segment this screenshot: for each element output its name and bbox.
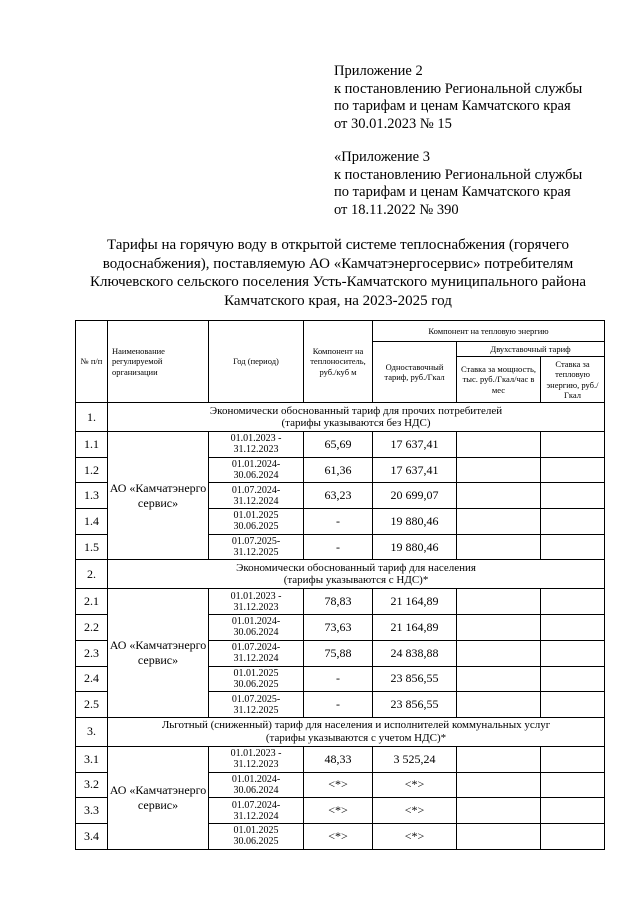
period-cell bbox=[209, 615, 304, 641]
period-to: 30.06.2024 bbox=[233, 627, 279, 639]
period-from: 01.07.2024- bbox=[231, 484, 281, 496]
period-to: 31.12.2025 bbox=[233, 547, 279, 559]
row-number: 1.2 bbox=[76, 457, 108, 483]
period-to: 31.12.2024 bbox=[233, 653, 279, 665]
capacity-rate-value bbox=[457, 666, 541, 692]
energy-rate-value bbox=[541, 457, 605, 483]
period-to: 30.06.2025 bbox=[233, 678, 279, 690]
water-component-value: 75,88 bbox=[304, 640, 373, 666]
section-title-line: Льготный (сниженный) тариф для населения и исполнителей коммунальных услуг bbox=[161, 719, 551, 732]
period-to: 31.12.2024 bbox=[233, 810, 279, 822]
energy-rate-value bbox=[541, 432, 605, 458]
section-title-line: (тарифы указываются с НДС)* bbox=[283, 574, 429, 587]
period-from: 01.01.2023 - bbox=[230, 433, 282, 445]
energy-rate-value bbox=[541, 823, 605, 849]
period-to: 30.06.2025 bbox=[233, 521, 279, 533]
capacity-rate-value bbox=[457, 615, 541, 641]
period-from: 01.01.2025 bbox=[233, 667, 279, 679]
single-rate-value: 23 856,55 bbox=[373, 666, 457, 692]
energy-rate-value bbox=[541, 640, 605, 666]
section-title bbox=[108, 560, 605, 589]
capacity-rate-value bbox=[457, 640, 541, 666]
appendix-block-2 bbox=[334, 149, 634, 219]
water-component-value: - bbox=[304, 666, 373, 692]
row-number: 2.4 bbox=[76, 666, 108, 692]
period-cell bbox=[209, 457, 304, 483]
period-cell bbox=[209, 798, 304, 824]
capacity-rate-value bbox=[457, 457, 541, 483]
single-rate-value: 17 637,41 bbox=[373, 432, 457, 458]
single-rate-value: 23 856,55 bbox=[373, 692, 457, 718]
section-title bbox=[108, 403, 605, 432]
period-to: 31.12.2023 bbox=[233, 444, 279, 456]
header-num: № п/п bbox=[76, 321, 108, 403]
appendix-line: к постановлению Региональной службы bbox=[334, 166, 583, 183]
single-rate-value: 24 838,88 bbox=[373, 640, 457, 666]
row-number: 1.3 bbox=[76, 483, 108, 509]
capacity-rate-value bbox=[457, 746, 541, 772]
energy-rate-value bbox=[541, 666, 605, 692]
period-from: 01.01.2024- bbox=[231, 616, 281, 628]
organization-name: АО «Камчатэнергосервис» bbox=[108, 589, 209, 717]
single-rate-value: <*> bbox=[373, 798, 457, 824]
appendix-line: от 30.01.2023 № 15 bbox=[334, 115, 452, 132]
single-rate-value: 3 525,24 bbox=[373, 746, 457, 772]
water-component-value: 48,33 bbox=[304, 746, 373, 772]
header-org: Наименование регулируемой организации bbox=[108, 321, 209, 403]
section-title bbox=[108, 717, 605, 746]
water-component-value: <*> bbox=[304, 823, 373, 849]
period-cell bbox=[209, 772, 304, 798]
row-number: 3.3 bbox=[76, 798, 108, 824]
period-cell bbox=[209, 666, 304, 692]
row-number: 3.2 bbox=[76, 772, 108, 798]
energy-rate-value bbox=[541, 534, 605, 560]
document-title: Тарифы на горячую воду в открытой системе теплоснабжения (горячего водоснабжения), поставляемую АО «Камчатэнергосервис» потребителям Ключевского сельского поселения Усть-Камчатского муниципального района Камчатского края, на 2023-2025 год bbox=[89, 237, 587, 309]
period-cell bbox=[209, 640, 304, 666]
section-title-line: Экономически обоснованный тариф для населения bbox=[236, 561, 476, 574]
appendix-line: по тарифам и ценам Камчатского края bbox=[334, 184, 571, 200]
water-component-value: <*> bbox=[304, 772, 373, 798]
period-to: 30.06.2025 bbox=[233, 836, 279, 848]
period-cell bbox=[209, 483, 304, 509]
period-cell bbox=[209, 534, 304, 560]
row-number: 2.1 bbox=[76, 589, 108, 615]
energy-rate-value bbox=[541, 798, 605, 824]
period-from: 01.07.2024- bbox=[231, 799, 281, 811]
period-to: 31.12.2023 bbox=[233, 601, 279, 613]
header-period: Год (период) bbox=[209, 321, 304, 403]
period-cell bbox=[209, 432, 304, 458]
period-cell bbox=[209, 589, 304, 615]
capacity-rate-value bbox=[457, 509, 541, 535]
period-from: 01.07.2025- bbox=[231, 693, 281, 705]
appendix-line: от 18.11.2022 № 390 bbox=[334, 201, 459, 218]
single-rate-value: 21 164,89 bbox=[373, 615, 457, 641]
single-rate-value: 19 880,46 bbox=[373, 509, 457, 535]
water-component-value: <*> bbox=[304, 798, 373, 824]
single-rate-value: 17 637,41 bbox=[373, 457, 457, 483]
row-number: 2.2 bbox=[76, 615, 108, 641]
period-to: 31.12.2023 bbox=[233, 759, 279, 771]
period-cell bbox=[209, 509, 304, 535]
section-row bbox=[76, 560, 605, 589]
energy-rate-value bbox=[541, 509, 605, 535]
header-single-rate: Одноставочный тариф, руб./Гкал bbox=[373, 342, 457, 403]
section-number: 3. bbox=[76, 717, 108, 746]
period-from: 01.07.2024- bbox=[231, 642, 281, 654]
header-energy-rate: Ставка за тепловую энергию, руб./Гкал bbox=[541, 357, 605, 403]
header-energy-component: Компонент на тепловую энергию bbox=[373, 321, 605, 342]
header-capacity-rate: Ставка за мощность, тыс. руб./Гкал/час в мес bbox=[457, 357, 541, 403]
water-component-value: - bbox=[304, 509, 373, 535]
period-from: 01.01.2025 bbox=[233, 510, 279, 522]
section-title-line: (тарифы указываются без НДС) bbox=[281, 417, 431, 429]
period-from: 01.01.2024- bbox=[231, 773, 281, 785]
row-number: 1.5 bbox=[76, 534, 108, 560]
period-from: 01.01.2025 bbox=[233, 825, 279, 837]
period-cell bbox=[209, 746, 304, 772]
tariff-table bbox=[75, 320, 605, 850]
section-number: 2. bbox=[76, 560, 108, 589]
table-row bbox=[76, 589, 605, 615]
header-water-component: Компонент на теплоноситель, руб./куб м bbox=[304, 321, 373, 403]
single-rate-value: 21 164,89 bbox=[373, 589, 457, 615]
single-rate-value: 20 699,07 bbox=[373, 483, 457, 509]
organization-name: АО «Камчатэнергосервис» bbox=[108, 746, 209, 849]
water-component-value: 78,83 bbox=[304, 589, 373, 615]
energy-rate-value bbox=[541, 589, 605, 615]
period-from: 01.07.2025- bbox=[231, 536, 281, 548]
water-component-value: 63,23 bbox=[304, 483, 373, 509]
appendix-line: Приложение 2 bbox=[334, 63, 423, 79]
capacity-rate-value bbox=[457, 483, 541, 509]
row-number: 2.5 bbox=[76, 692, 108, 718]
single-rate-value: <*> bbox=[373, 772, 457, 798]
period-from: 01.01.2023 - bbox=[230, 590, 282, 602]
table-row bbox=[76, 432, 605, 458]
capacity-rate-value bbox=[457, 798, 541, 824]
capacity-rate-value bbox=[457, 534, 541, 560]
period-to: 31.12.2025 bbox=[233, 704, 279, 716]
row-number: 3.1 bbox=[76, 746, 108, 772]
section-row bbox=[76, 403, 605, 432]
section-number: 1. bbox=[76, 403, 108, 432]
header-two-rate: Двухставочный тариф bbox=[457, 342, 605, 357]
row-number: 1.1 bbox=[76, 432, 108, 458]
appendix-line: «Приложение 3 bbox=[334, 149, 430, 165]
energy-rate-value bbox=[541, 746, 605, 772]
water-component-value: 65,69 bbox=[304, 432, 373, 458]
energy-rate-value bbox=[541, 483, 605, 509]
capacity-rate-value bbox=[457, 772, 541, 798]
capacity-rate-value bbox=[457, 823, 541, 849]
water-component-value: 73,63 bbox=[304, 615, 373, 641]
period-to: 30.06.2024 bbox=[233, 470, 279, 482]
organization-name: АО «Камчатэнергосервис» bbox=[108, 432, 209, 560]
row-number: 1.4 bbox=[76, 509, 108, 535]
period-to: 31.12.2024 bbox=[233, 495, 279, 507]
single-rate-value: 19 880,46 bbox=[373, 534, 457, 560]
period-cell bbox=[209, 692, 304, 718]
period-from: 01.01.2023 - bbox=[230, 748, 282, 760]
appendix-line: к постановлению Региональной службы bbox=[334, 80, 583, 97]
energy-rate-value bbox=[541, 615, 605, 641]
energy-rate-value bbox=[541, 692, 605, 718]
table-row bbox=[76, 746, 605, 772]
water-component-value: - bbox=[304, 534, 373, 560]
appendix-block-1 bbox=[334, 63, 634, 133]
section-title-line: (тарифы указываются с учетом НДС)* bbox=[265, 731, 447, 744]
capacity-rate-value bbox=[457, 589, 541, 615]
row-number: 2.3 bbox=[76, 640, 108, 666]
capacity-rate-value bbox=[457, 692, 541, 718]
single-rate-value: <*> bbox=[373, 823, 457, 849]
water-component-value: 61,36 bbox=[304, 457, 373, 483]
water-component-value: - bbox=[304, 692, 373, 718]
energy-rate-value bbox=[541, 772, 605, 798]
period-cell bbox=[209, 823, 304, 849]
period-to: 30.06.2024 bbox=[233, 784, 279, 796]
appendix-line: по тарифам и ценам Камчатского края bbox=[334, 98, 571, 114]
row-number: 3.4 bbox=[76, 823, 108, 849]
period-from: 01.01.2024- bbox=[231, 459, 281, 471]
section-title-line: Экономически обоснованный тариф для прочих потребителей bbox=[209, 404, 503, 417]
section-row bbox=[76, 717, 605, 746]
capacity-rate-value bbox=[457, 432, 541, 458]
